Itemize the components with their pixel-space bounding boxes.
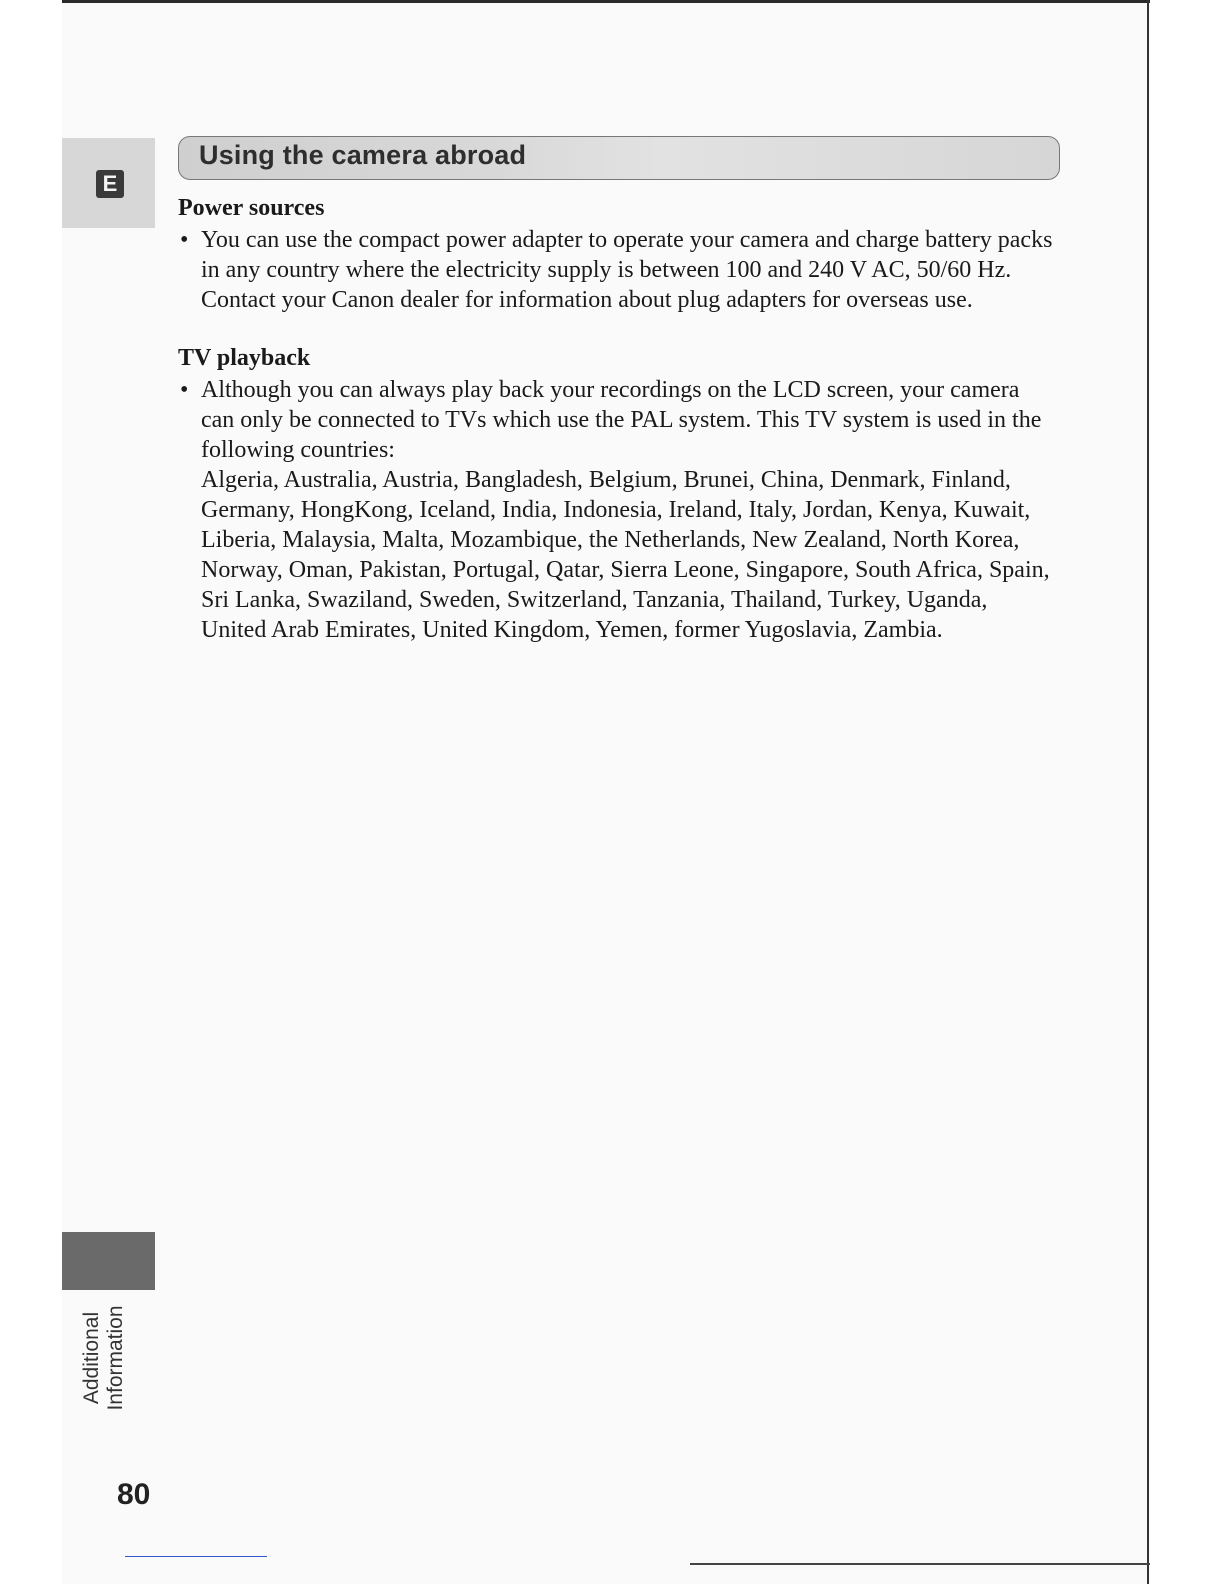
bullet-item [178,225,1058,315]
bullet-icon: • [180,377,189,403]
bullet-text: Although you can always play back your recordings on the LCD screen, your camera can only be connected to TVs which use the PAL system. This TV system is used in the following countries: [201,377,1042,463]
chapter-label-line2: Information [104,1305,127,1411]
section-title-bar [178,136,1060,180]
main-content [178,193,1058,673]
top-rule [62,0,1150,3]
bullet-text: You can use the compact power adapter to operate your camera and charge battery packs in any country where the electricity supply is between 100 and 240 V AC, 50/60 Hz. Contact your Canon dealer for information about plug adapters for overseas use. [201,227,1053,313]
chapter-marker [62,1232,155,1290]
power-sources-section [178,193,1058,315]
language-tab-letter: E [96,170,124,198]
section-title: Using the camera abroad [199,140,527,170]
tv-playback-section [178,343,1058,645]
chapter-label-line1: Additional [80,1311,103,1405]
footer-line [125,1556,267,1557]
bottom-rule [690,1563,1150,1565]
chapter-label [80,1298,128,1418]
section-heading: Power sources [178,195,325,221]
section-heading: TV playback [178,345,311,371]
page-number: 80 [117,1478,151,1511]
country-list: Algeria, Australia, Austria, Bangladesh, Belgium, Brunei, China, Denmark, Finland, Germany, HongKong, Iceland, India, Indonesia, Ireland, Italy, Jordan, Kenya, Kuwait, Liberia, Malaysia, Malta, Mozambique, the Netherlands, New Zealand, North Korea, Norway, Oman, Pakistan, Portugal, Qatar, Sierra Leone, Singapore, South Africa, Spain, Sri Lanka, Swaziland, Sweden, Switzerland, Tanzania, Thailand, Turkey, Uganda, United Arab Emirates, United Kingdom, Yemen, former Yugoslavia, Zambia. [201,467,1050,643]
right-rule [1147,0,1149,1584]
bullet-icon: • [180,227,189,253]
bullet-item [178,375,1058,645]
